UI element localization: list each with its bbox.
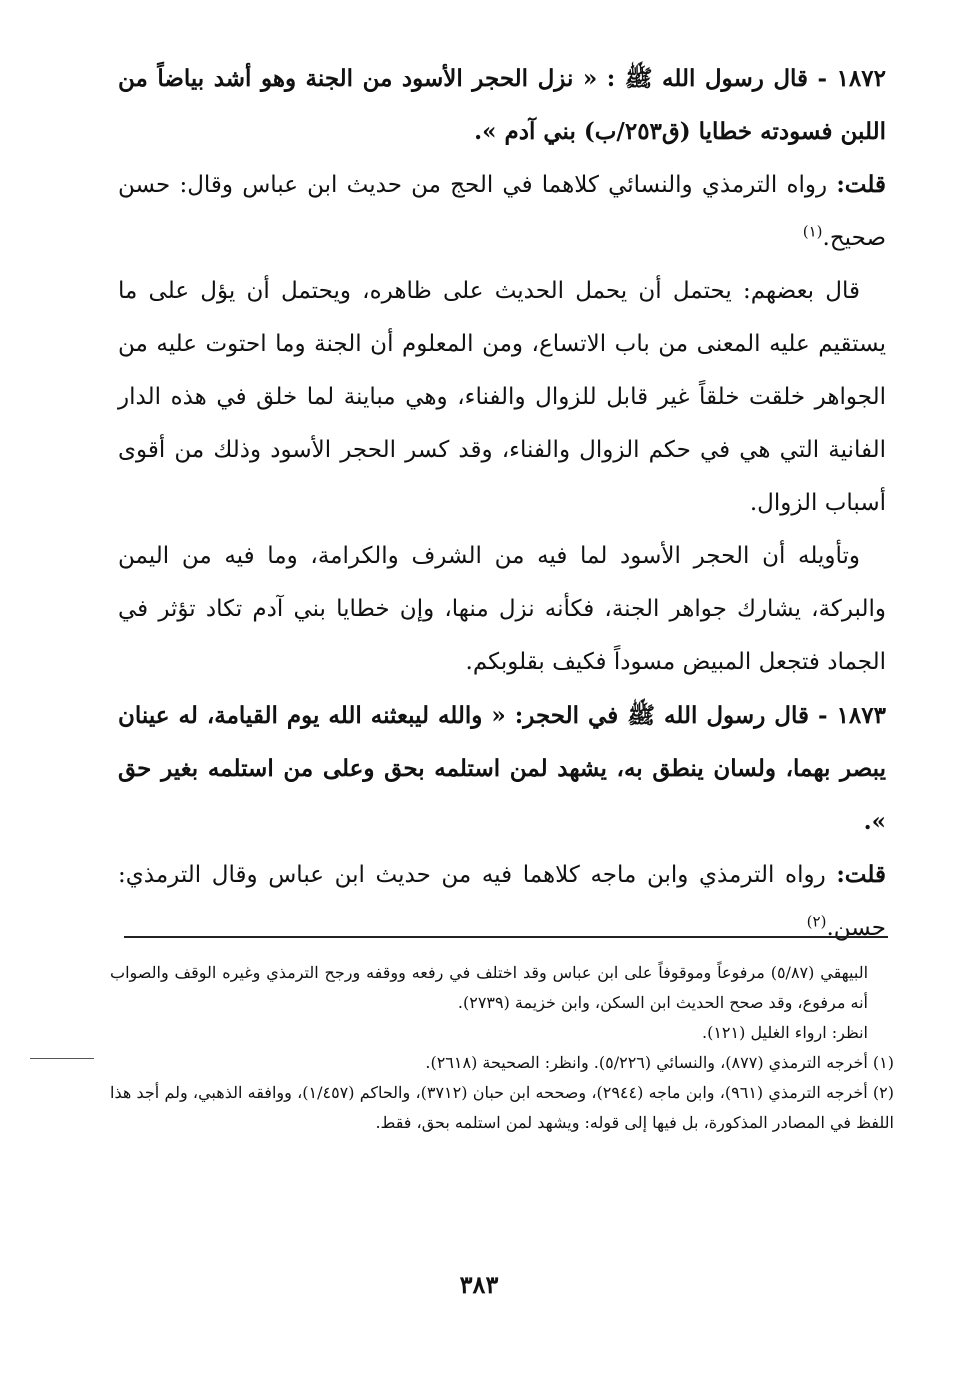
footnote-separator — [124, 936, 888, 938]
explanation-paragraph-2: وتأويله أن الحجر الأسود لما فيه من الشرف والكرامة، وما فيه من اليمن والبركة، يشارك جواهر الجنة، فكأنه نزل منها، وإن خطايا بني آدم تكاد تؤثر في الجماد فتجعل المبيض مسوداً فكيف بقلوبكم. — [118, 543, 886, 675]
footnotes — [110, 958, 894, 1138]
commentary-text: رواه الترمذي وابن ماجه كلاهما فيه من حديث ابن عباس وقال الترمذي: حسن. — [118, 862, 886, 941]
qultu-label: قلت: — [836, 171, 886, 198]
footnote-continuation: البيهقي (٥/٨٧) مرفوعاً وموقوفاً على ابن عباس وقد اختلف في رفعه ووقفه ورجح الترمذي وغيره الوقف والصواب أنه مرفوع، وقد صحح الحديث ابن السكن، وابن خزيمة (٢٧٣٩). — [110, 963, 869, 1012]
footnote-2: (٢) أخرجه الترمذي (٩٦١)، وابن ماجه (٢٩٤٤)، وصححه ابن حبان (٣٧١٢)، والحاكم (١/٤٥٧)، ووافقه الذهبي، ولم أجد هذا اللفظ في المصادر المذكورة، بل فيها إلى قوله: ويشهد لمن استلمه بحق، فقط. — [110, 1083, 895, 1132]
footnote-ref-2: (٢) — [806, 912, 827, 931]
explanation-paragraph-1: قال بعضهم: يحتمل أن يحمل الحديث على ظاهره، ويحتمل أن يؤل على ما يستقيم عليه المعنى من باب الاتساع، ومن المعلوم أن الجنة وما احتوت عليه من الجواهر خلقت خلقاً غير قابل للزوال والفناء، وهي مباينة لما خلق في هذه الدار الفانية التي هي في حكم الزوال والفناء، وقد كسر الحجر الأسود وذلك من أقوى أسباب الزوال. — [118, 278, 886, 516]
footnote-1: (١) أخرجه الترمذي (٨٧٧)، والنسائي (٥/٢٢٦). وانظر: الصحيحة (٢٦١٨). — [425, 1053, 894, 1072]
margin-mark — [30, 1058, 94, 1059]
page-number: ٣٨٣ — [459, 1270, 499, 1299]
commentary-1872 — [118, 158, 886, 265]
hadith-1872: ١٨٧٢ - قال رسول الله ﷺ : « نزل الحجر الأسود من الجنة وهو أشد بياضاً من اللبن فسودته خطايا (ق٢٥٣/ب) بني آدم ». — [118, 65, 886, 145]
main-text — [118, 52, 886, 955]
commentary-1873 — [118, 848, 886, 955]
commentary-text: رواه الترمذي والنسائي كلاهما في الحج من حديث ابن عباس وقال: حسن صحيح. — [118, 172, 886, 251]
footnote-ref-1: (١) — [802, 222, 823, 241]
hadith-1873: ١٨٧٣ - قال رسول الله ﷺ في الحجر: « والله ليبعثنه الله يوم القيامة، له عينان يبصر بهما، ولسان ينطق به، يشهد لمن استلمه بحق وعلى من استلمه بغير حق ». — [118, 702, 886, 835]
qultu-label: قلت: — [836, 861, 886, 888]
footnote-continuation-ref: انظر: ارواء الغليل (١٢١). — [702, 1023, 868, 1042]
